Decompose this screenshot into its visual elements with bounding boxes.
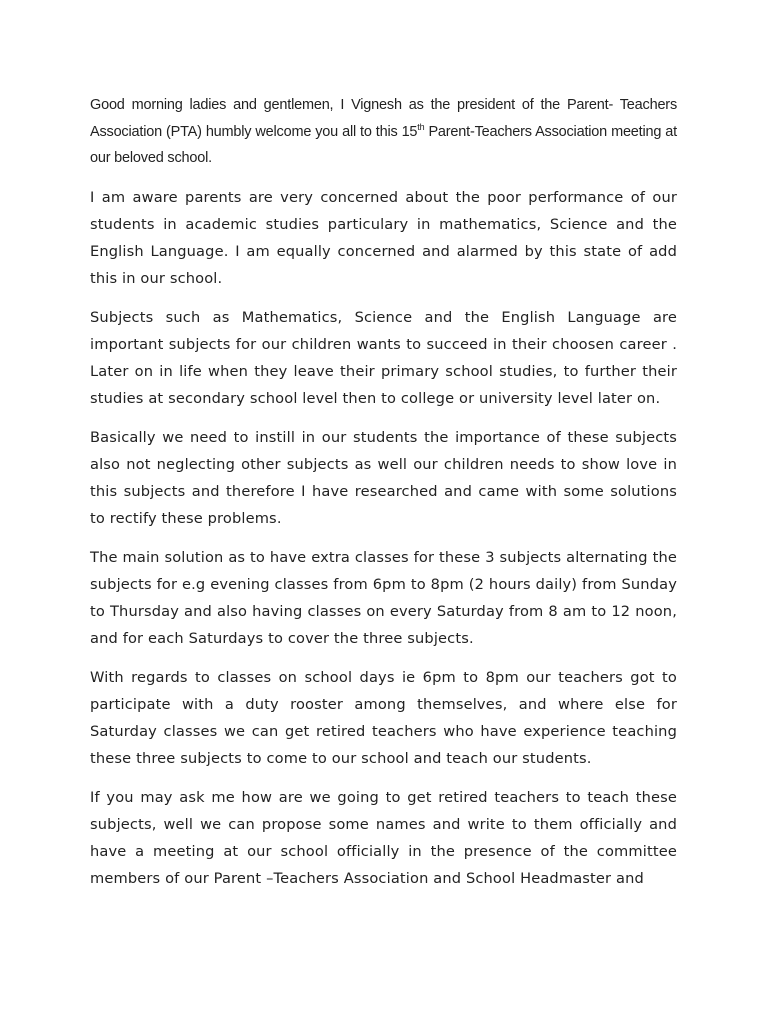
paragraph-retired-teachers: If you may ask me how are we going to get retired teachers to teach these subjects, well we can propose some names and write to them officially and have a meeting at our school officially in the presence of the committee members of our Parent –Teachers Association and School Headmaster and [90, 788, 677, 887]
intro-paragraph [90, 92, 677, 172]
paragraph-instill: Basically we need to instill in our students the importance of these subjects also not neglecting other subjects as well our children needs to show love in this subjects and therefore I have researched and came with some solutions to rectify these problems. [90, 428, 677, 527]
paragraph-school-days: With regards to classes on school days ie 6pm to 8pm our teachers got to participate with a duty rooster among themselves, and where else for Saturday classes we can get retired teachers who have experience teaching these three subjects to come to our school and teach our students. [90, 668, 677, 767]
paragraph-subjects: Subjects such as Mathematics, Science and the English Language are important subjects for our children wants to succeed in their choosen career . Later on in life when they leave their primary school studies, to further their studies at secondary school level then to college or university level later on. [90, 308, 677, 407]
intro-text: Good morning ladies and gentlemen, I Vignesh as the president of the Parent- Teachers Association (PTA) humbly welcome you all to this 15 [90, 97, 677, 140]
document-body [90, 92, 677, 904]
paragraph-solution: The main solution as to have extra classes for these 3 subjects alternating the subjects for e.g evening classes from 6pm to 8pm (2 hours daily) from Sunday to Thursday and also having classes on every Saturday from 8 am to 12 noon, and for each Saturdays to cover the three subjects. [90, 548, 677, 647]
intro-text-continued: Parent-Teachers Association meeting at our beloved school. [90, 123, 677, 166]
ordinal-suffix: th [417, 121, 425, 132]
paragraph-concern: I am aware parents are very concerned about the poor performance of our students in academic studies particulary in mathematics, Science and the English Language. I am equally concerned and alarmed by this state of add this in our school. [90, 188, 677, 287]
